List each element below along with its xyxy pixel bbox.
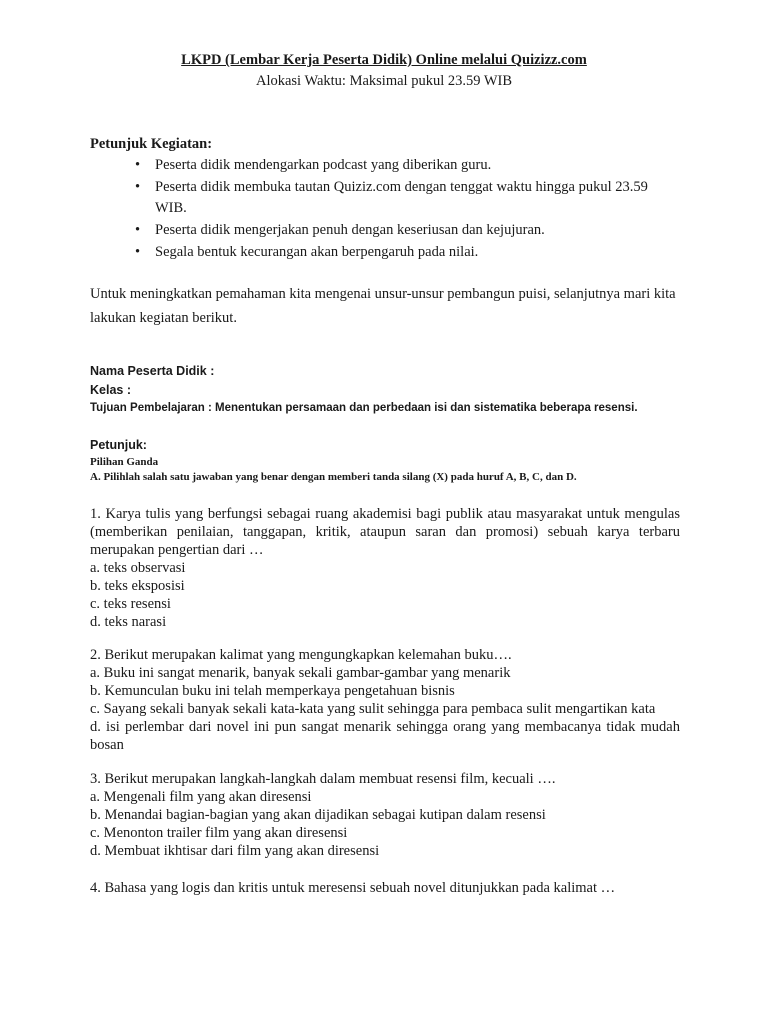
answer-option: b. Kemunculan buku ini telah memperkaya pengetahuan bisnis — [90, 683, 455, 699]
instructions-item — [90, 177, 680, 219]
answer-option: d. teks narasi — [90, 614, 167, 630]
directions-instruction: A. Pilihlah salah satu jawaban yang benar dengan memberi tanda silang (X) pada huruf A, B, C, dan D. — [90, 471, 577, 483]
instructions-heading: Petunjuk Kegiatan: — [90, 136, 213, 152]
answer-option: c. teks resensi — [90, 596, 171, 612]
bullet-icon: • — [135, 157, 141, 173]
directions-section — [90, 436, 680, 485]
instructions-item — [90, 155, 680, 176]
question-text: 4. Bahasa yang logis dan kritis untuk meresensi sebuah novel ditunjukkan pada kalimat … — [90, 880, 616, 896]
instructions-item-text: Peserta didik mengerjakan penuh dengan keseriusan dan kejujuran. — [155, 222, 545, 238]
instructions-section — [90, 134, 680, 264]
instructions-item — [90, 220, 680, 241]
question-1 — [90, 505, 680, 631]
instructions-item-text: Segala bentuk kecurangan akan berpengaruh pada nilai. — [155, 244, 479, 260]
learning-objective: Tujuan Pembelajaran : Menentukan persamaan dan perbedaan isi dan sistematika beberapa resensi. — [90, 402, 638, 414]
answer-option: a. Mengenali film yang akan diresensi — [90, 789, 312, 805]
bullet-icon: • — [135, 179, 141, 195]
document-title: LKPD (Lembar Kerja Peserta Didik) Online melalui Quizizz.com — [181, 52, 587, 68]
question-2 — [90, 646, 680, 754]
question-4 — [90, 879, 680, 897]
document-subtitle: Alokasi Waktu: Maksimal pukul 23.59 WIB — [255, 73, 513, 89]
student-class-label: Kelas : — [90, 383, 131, 397]
answer-option: c. Sayang sekali banyak sekali kata-kata yang sulit sehingga para pembaca sulit mengartikan kata — [90, 701, 656, 717]
answer-option: d. isi perlembar dari novel ini pun sangat menarik sehingga orang yang membacanya tidak mudah bosan — [90, 719, 680, 753]
directions-type: Pilihan Ganda — [90, 456, 159, 468]
student-name-label: Nama Peserta Didik : — [90, 364, 215, 378]
question-text: 2. Berikut merupakan kalimat yang mengungkapkan kelemahan buku…. — [90, 647, 512, 663]
answer-option: b. Menandai bagian-bagian yang akan dijadikan sebagai kutipan dalam resensi — [90, 807, 546, 823]
answer-option: b. teks eksposisi — [90, 578, 185, 594]
answer-option: d. Membuat ikhtisar dari film yang akan diresensi — [90, 843, 380, 859]
question-text: 3. Berikut merupakan langkah-langkah dalam membuat resensi film, kecuali …. — [90, 771, 556, 787]
question-text: 1. Karya tulis yang berfungsi sebagai ruang akademisi bagi publik atau masyarakat untuk mengulas (memberikan penilaian, tanggapan, kritik, ataupun saran dan promosi) sebuah karya terbaru merupakan pengertian dari … — [90, 506, 680, 558]
instructions-item-text: Peserta didik mendengarkan podcast yang diberikan guru. — [155, 157, 492, 173]
answer-option: a. Buku ini sangat menarik, banyak sekali gambar-gambar yang menarik — [90, 665, 511, 681]
bullet-icon: • — [135, 222, 141, 238]
instructions-list — [90, 155, 680, 263]
instructions-item — [90, 242, 680, 263]
intro-paragraph: Untuk meningkatkan pemahaman kita mengenai unsur-unsur pembangun puisi, selanjutnya mari kita lakukan kegiatan berikut. — [90, 286, 676, 326]
directions-heading: Petunjuk: — [90, 438, 147, 452]
instructions-item-text: Peserta didik membuka tautan Quiziz.com dengan tenggat waktu hingga pukul 23.59 WIB. — [155, 179, 648, 216]
answer-option: c. Menonton trailer film yang akan diresensi — [90, 825, 348, 841]
answer-option: a. teks observasi — [90, 560, 186, 576]
student-info — [90, 362, 680, 416]
question-3 — [90, 770, 680, 860]
bullet-icon: • — [135, 244, 141, 260]
